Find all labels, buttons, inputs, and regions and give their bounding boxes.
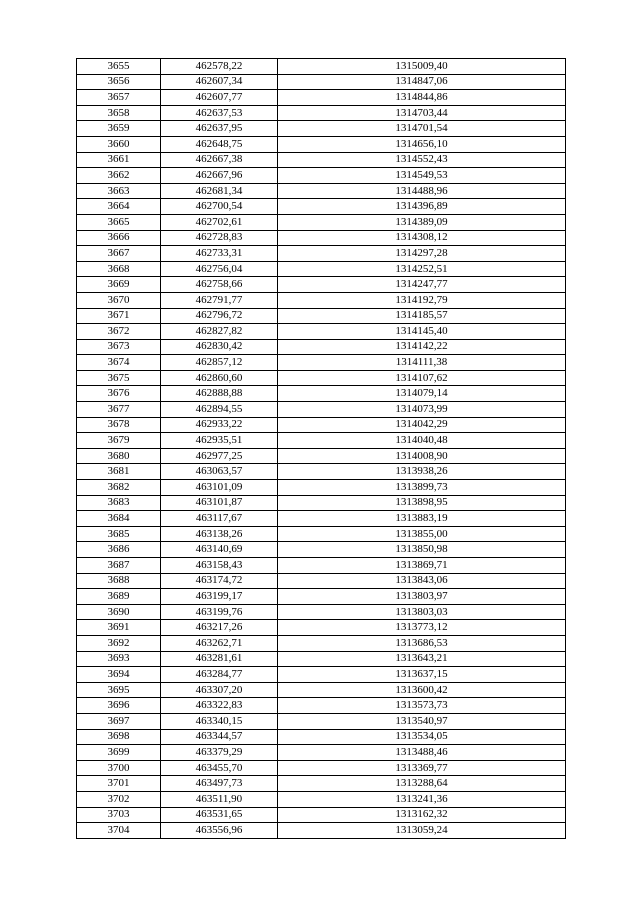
- table-row: [77, 90, 566, 106]
- table-row: [77, 760, 566, 776]
- table-row: [77, 635, 566, 651]
- point-number-cell: 3703: [77, 807, 161, 823]
- point-number-cell: 3675: [77, 370, 161, 386]
- x-coordinate-cell: 463511,90: [161, 791, 278, 807]
- y-coordinate-cell: 1314552,43: [278, 152, 566, 168]
- y-coordinate-cell: 1314844,86: [278, 90, 566, 106]
- y-coordinate-cell: 1314079,14: [278, 386, 566, 402]
- y-coordinate-cell: 1314701,54: [278, 121, 566, 137]
- y-coordinate-cell: 1314389,09: [278, 214, 566, 230]
- x-coordinate-cell: 463379,29: [161, 745, 278, 761]
- table-row: [77, 448, 566, 464]
- point-number-cell: 3678: [77, 417, 161, 433]
- x-coordinate-cell: 463199,76: [161, 604, 278, 620]
- y-coordinate-cell: 1313540,97: [278, 713, 566, 729]
- table-row: [77, 339, 566, 355]
- point-number-cell: 3686: [77, 542, 161, 558]
- table-row: [77, 136, 566, 152]
- x-coordinate-cell: 462933,22: [161, 417, 278, 433]
- point-number-cell: 3693: [77, 651, 161, 667]
- x-coordinate-cell: 462977,25: [161, 448, 278, 464]
- x-coordinate-cell: 462681,34: [161, 183, 278, 199]
- y-coordinate-cell: 1313773,12: [278, 620, 566, 636]
- x-coordinate-cell: 463158,43: [161, 558, 278, 574]
- point-number-cell: 3677: [77, 402, 161, 418]
- x-coordinate-cell: 463556,96: [161, 823, 278, 839]
- y-coordinate-cell: 1313803,97: [278, 589, 566, 605]
- table-row: [77, 308, 566, 324]
- x-coordinate-cell: 463344,57: [161, 729, 278, 745]
- point-number-cell: 3668: [77, 261, 161, 277]
- table-row: [77, 214, 566, 230]
- y-coordinate-cell: 1314656,10: [278, 136, 566, 152]
- table-row: [77, 480, 566, 496]
- x-coordinate-cell: 463497,73: [161, 776, 278, 792]
- x-coordinate-cell: 463199,17: [161, 589, 278, 605]
- point-number-cell: 3704: [77, 823, 161, 839]
- x-coordinate-cell: 462702,61: [161, 214, 278, 230]
- table-row: [77, 791, 566, 807]
- table-row: [77, 495, 566, 511]
- x-coordinate-cell: 463101,09: [161, 480, 278, 496]
- y-coordinate-cell: 1313162,32: [278, 807, 566, 823]
- table-row: [77, 261, 566, 277]
- x-coordinate-cell: 462830,42: [161, 339, 278, 355]
- y-coordinate-cell: 1313573,73: [278, 698, 566, 714]
- point-number-cell: 3683: [77, 495, 161, 511]
- table-row: [77, 246, 566, 262]
- coordinates-table-body: [77, 59, 566, 839]
- x-coordinate-cell: 462667,96: [161, 168, 278, 184]
- y-coordinate-cell: 1314308,12: [278, 230, 566, 246]
- table-row: [77, 292, 566, 308]
- y-coordinate-cell: 1313898,95: [278, 495, 566, 511]
- x-coordinate-cell: 462607,77: [161, 90, 278, 106]
- table-row: [77, 667, 566, 683]
- table-row: [77, 355, 566, 371]
- y-coordinate-cell: 1314145,40: [278, 324, 566, 340]
- table-row: [77, 698, 566, 714]
- table-row: [77, 651, 566, 667]
- x-coordinate-cell: 462728,83: [161, 230, 278, 246]
- y-coordinate-cell: 1314488,96: [278, 183, 566, 199]
- point-number-cell: 3689: [77, 589, 161, 605]
- point-number-cell: 3697: [77, 713, 161, 729]
- y-coordinate-cell: 1313843,06: [278, 573, 566, 589]
- x-coordinate-cell: 462827,82: [161, 324, 278, 340]
- point-number-cell: 3694: [77, 667, 161, 683]
- point-number-cell: 3666: [77, 230, 161, 246]
- x-coordinate-cell: 462667,38: [161, 152, 278, 168]
- y-coordinate-cell: 1314703,44: [278, 105, 566, 121]
- y-coordinate-cell: 1313855,00: [278, 526, 566, 542]
- y-coordinate-cell: 1314073,99: [278, 402, 566, 418]
- point-number-cell: 3661: [77, 152, 161, 168]
- table-row: [77, 402, 566, 418]
- y-coordinate-cell: 1314107,62: [278, 370, 566, 386]
- table-row: [77, 745, 566, 761]
- y-coordinate-cell: 1313850,98: [278, 542, 566, 558]
- x-coordinate-cell: 463174,72: [161, 573, 278, 589]
- y-coordinate-cell: 1313488,46: [278, 745, 566, 761]
- x-coordinate-cell: 462758,66: [161, 277, 278, 293]
- point-number-cell: 3674: [77, 355, 161, 371]
- table-row: [77, 433, 566, 449]
- point-number-cell: 3670: [77, 292, 161, 308]
- x-coordinate-cell: 462637,95: [161, 121, 278, 137]
- x-coordinate-cell: 463340,15: [161, 713, 278, 729]
- point-number-cell: 3655: [77, 59, 161, 75]
- table-row: [77, 542, 566, 558]
- point-number-cell: 3687: [77, 558, 161, 574]
- table-row: [77, 558, 566, 574]
- point-number-cell: 3663: [77, 183, 161, 199]
- table-row: [77, 620, 566, 636]
- x-coordinate-cell: 463101,87: [161, 495, 278, 511]
- y-coordinate-cell: 1314192,79: [278, 292, 566, 308]
- y-coordinate-cell: 1313803,03: [278, 604, 566, 620]
- table-row: [77, 807, 566, 823]
- point-number-cell: 3702: [77, 791, 161, 807]
- table-row: [77, 573, 566, 589]
- table-row: [77, 277, 566, 293]
- y-coordinate-cell: 1314252,51: [278, 261, 566, 277]
- x-coordinate-cell: 463281,61: [161, 651, 278, 667]
- y-coordinate-cell: 1314847,06: [278, 74, 566, 90]
- table-row: [77, 526, 566, 542]
- x-coordinate-cell: 463063,57: [161, 464, 278, 480]
- point-number-cell: 3680: [77, 448, 161, 464]
- point-number-cell: 3681: [77, 464, 161, 480]
- point-number-cell: 3665: [77, 214, 161, 230]
- table-row: [77, 230, 566, 246]
- point-number-cell: 3692: [77, 635, 161, 651]
- x-coordinate-cell: 462607,34: [161, 74, 278, 90]
- table-row: [77, 682, 566, 698]
- point-number-cell: 3662: [77, 168, 161, 184]
- point-number-cell: 3658: [77, 105, 161, 121]
- point-number-cell: 3688: [77, 573, 161, 589]
- point-number-cell: 3691: [77, 620, 161, 636]
- table-row: [77, 417, 566, 433]
- table-row: [77, 604, 566, 620]
- point-number-cell: 3676: [77, 386, 161, 402]
- point-number-cell: 3684: [77, 511, 161, 527]
- table-row: [77, 370, 566, 386]
- point-number-cell: 3667: [77, 246, 161, 262]
- y-coordinate-cell: 1313643,21: [278, 651, 566, 667]
- point-number-cell: 3660: [77, 136, 161, 152]
- point-number-cell: 3696: [77, 698, 161, 714]
- x-coordinate-cell: 463322,83: [161, 698, 278, 714]
- point-number-cell: 3685: [77, 526, 161, 542]
- table-row: [77, 199, 566, 215]
- point-number-cell: 3671: [77, 308, 161, 324]
- y-coordinate-cell: 1314042,29: [278, 417, 566, 433]
- point-number-cell: 3672: [77, 324, 161, 340]
- x-coordinate-cell: 463531,65: [161, 807, 278, 823]
- x-coordinate-cell: 462857,12: [161, 355, 278, 371]
- x-coordinate-cell: 462796,72: [161, 308, 278, 324]
- table-row: [77, 464, 566, 480]
- x-coordinate-cell: 462888,88: [161, 386, 278, 402]
- y-coordinate-cell: 1314111,38: [278, 355, 566, 371]
- x-coordinate-cell: 462637,53: [161, 105, 278, 121]
- y-coordinate-cell: 1313938,26: [278, 464, 566, 480]
- table-row: [77, 589, 566, 605]
- y-coordinate-cell: 1313883,19: [278, 511, 566, 527]
- point-number-cell: 3699: [77, 745, 161, 761]
- x-coordinate-cell: 462935,51: [161, 433, 278, 449]
- table-row: [77, 511, 566, 527]
- table-row: [77, 386, 566, 402]
- y-coordinate-cell: 1313686,53: [278, 635, 566, 651]
- y-coordinate-cell: 1314040,48: [278, 433, 566, 449]
- table-row: [77, 823, 566, 839]
- y-coordinate-cell: 1314247,77: [278, 277, 566, 293]
- point-number-cell: 3695: [77, 682, 161, 698]
- x-coordinate-cell: 462894,55: [161, 402, 278, 418]
- x-coordinate-cell: 462860,60: [161, 370, 278, 386]
- y-coordinate-cell: 1313899,73: [278, 480, 566, 496]
- y-coordinate-cell: 1314142,22: [278, 339, 566, 355]
- x-coordinate-cell: 463217,26: [161, 620, 278, 636]
- table-row: [77, 74, 566, 90]
- x-coordinate-cell: 463307,20: [161, 682, 278, 698]
- x-coordinate-cell: 462578,22: [161, 59, 278, 75]
- point-number-cell: 3664: [77, 199, 161, 215]
- x-coordinate-cell: 463262,71: [161, 635, 278, 651]
- y-coordinate-cell: 1313288,64: [278, 776, 566, 792]
- table-row: [77, 713, 566, 729]
- y-coordinate-cell: 1313869,71: [278, 558, 566, 574]
- y-coordinate-cell: 1314185,57: [278, 308, 566, 324]
- point-number-cell: 3657: [77, 90, 161, 106]
- x-coordinate-cell: 462756,04: [161, 261, 278, 277]
- table-row: [77, 776, 566, 792]
- y-coordinate-cell: 1313369,77: [278, 760, 566, 776]
- y-coordinate-cell: 1313534,05: [278, 729, 566, 745]
- table-row: [77, 121, 566, 137]
- y-coordinate-cell: 1313600,42: [278, 682, 566, 698]
- x-coordinate-cell: 462791,77: [161, 292, 278, 308]
- x-coordinate-cell: 463138,26: [161, 526, 278, 542]
- point-number-cell: 3698: [77, 729, 161, 745]
- point-number-cell: 3679: [77, 433, 161, 449]
- table-row: [77, 105, 566, 121]
- point-number-cell: 3673: [77, 339, 161, 355]
- y-coordinate-cell: 1314396,89: [278, 199, 566, 215]
- table-row: [77, 183, 566, 199]
- table-row: [77, 729, 566, 745]
- point-number-cell: 3656: [77, 74, 161, 90]
- y-coordinate-cell: 1314008,90: [278, 448, 566, 464]
- table-row: [77, 324, 566, 340]
- y-coordinate-cell: 1313241,36: [278, 791, 566, 807]
- point-number-cell: 3701: [77, 776, 161, 792]
- point-number-cell: 3669: [77, 277, 161, 293]
- x-coordinate-cell: 462733,31: [161, 246, 278, 262]
- table-row: [77, 152, 566, 168]
- y-coordinate-cell: 1314549,53: [278, 168, 566, 184]
- x-coordinate-cell: 463284,77: [161, 667, 278, 683]
- x-coordinate-cell: 463117,67: [161, 511, 278, 527]
- y-coordinate-cell: 1315009,40: [278, 59, 566, 75]
- table-row: [77, 59, 566, 75]
- x-coordinate-cell: 463140,69: [161, 542, 278, 558]
- coordinates-table: [76, 58, 566, 839]
- x-coordinate-cell: 462700,54: [161, 199, 278, 215]
- x-coordinate-cell: 463455,70: [161, 760, 278, 776]
- point-number-cell: 3682: [77, 480, 161, 496]
- point-number-cell: 3659: [77, 121, 161, 137]
- point-number-cell: 3690: [77, 604, 161, 620]
- table-row: [77, 168, 566, 184]
- x-coordinate-cell: 462648,75: [161, 136, 278, 152]
- y-coordinate-cell: 1313059,24: [278, 823, 566, 839]
- y-coordinate-cell: 1314297,28: [278, 246, 566, 262]
- y-coordinate-cell: 1313637,15: [278, 667, 566, 683]
- point-number-cell: 3700: [77, 760, 161, 776]
